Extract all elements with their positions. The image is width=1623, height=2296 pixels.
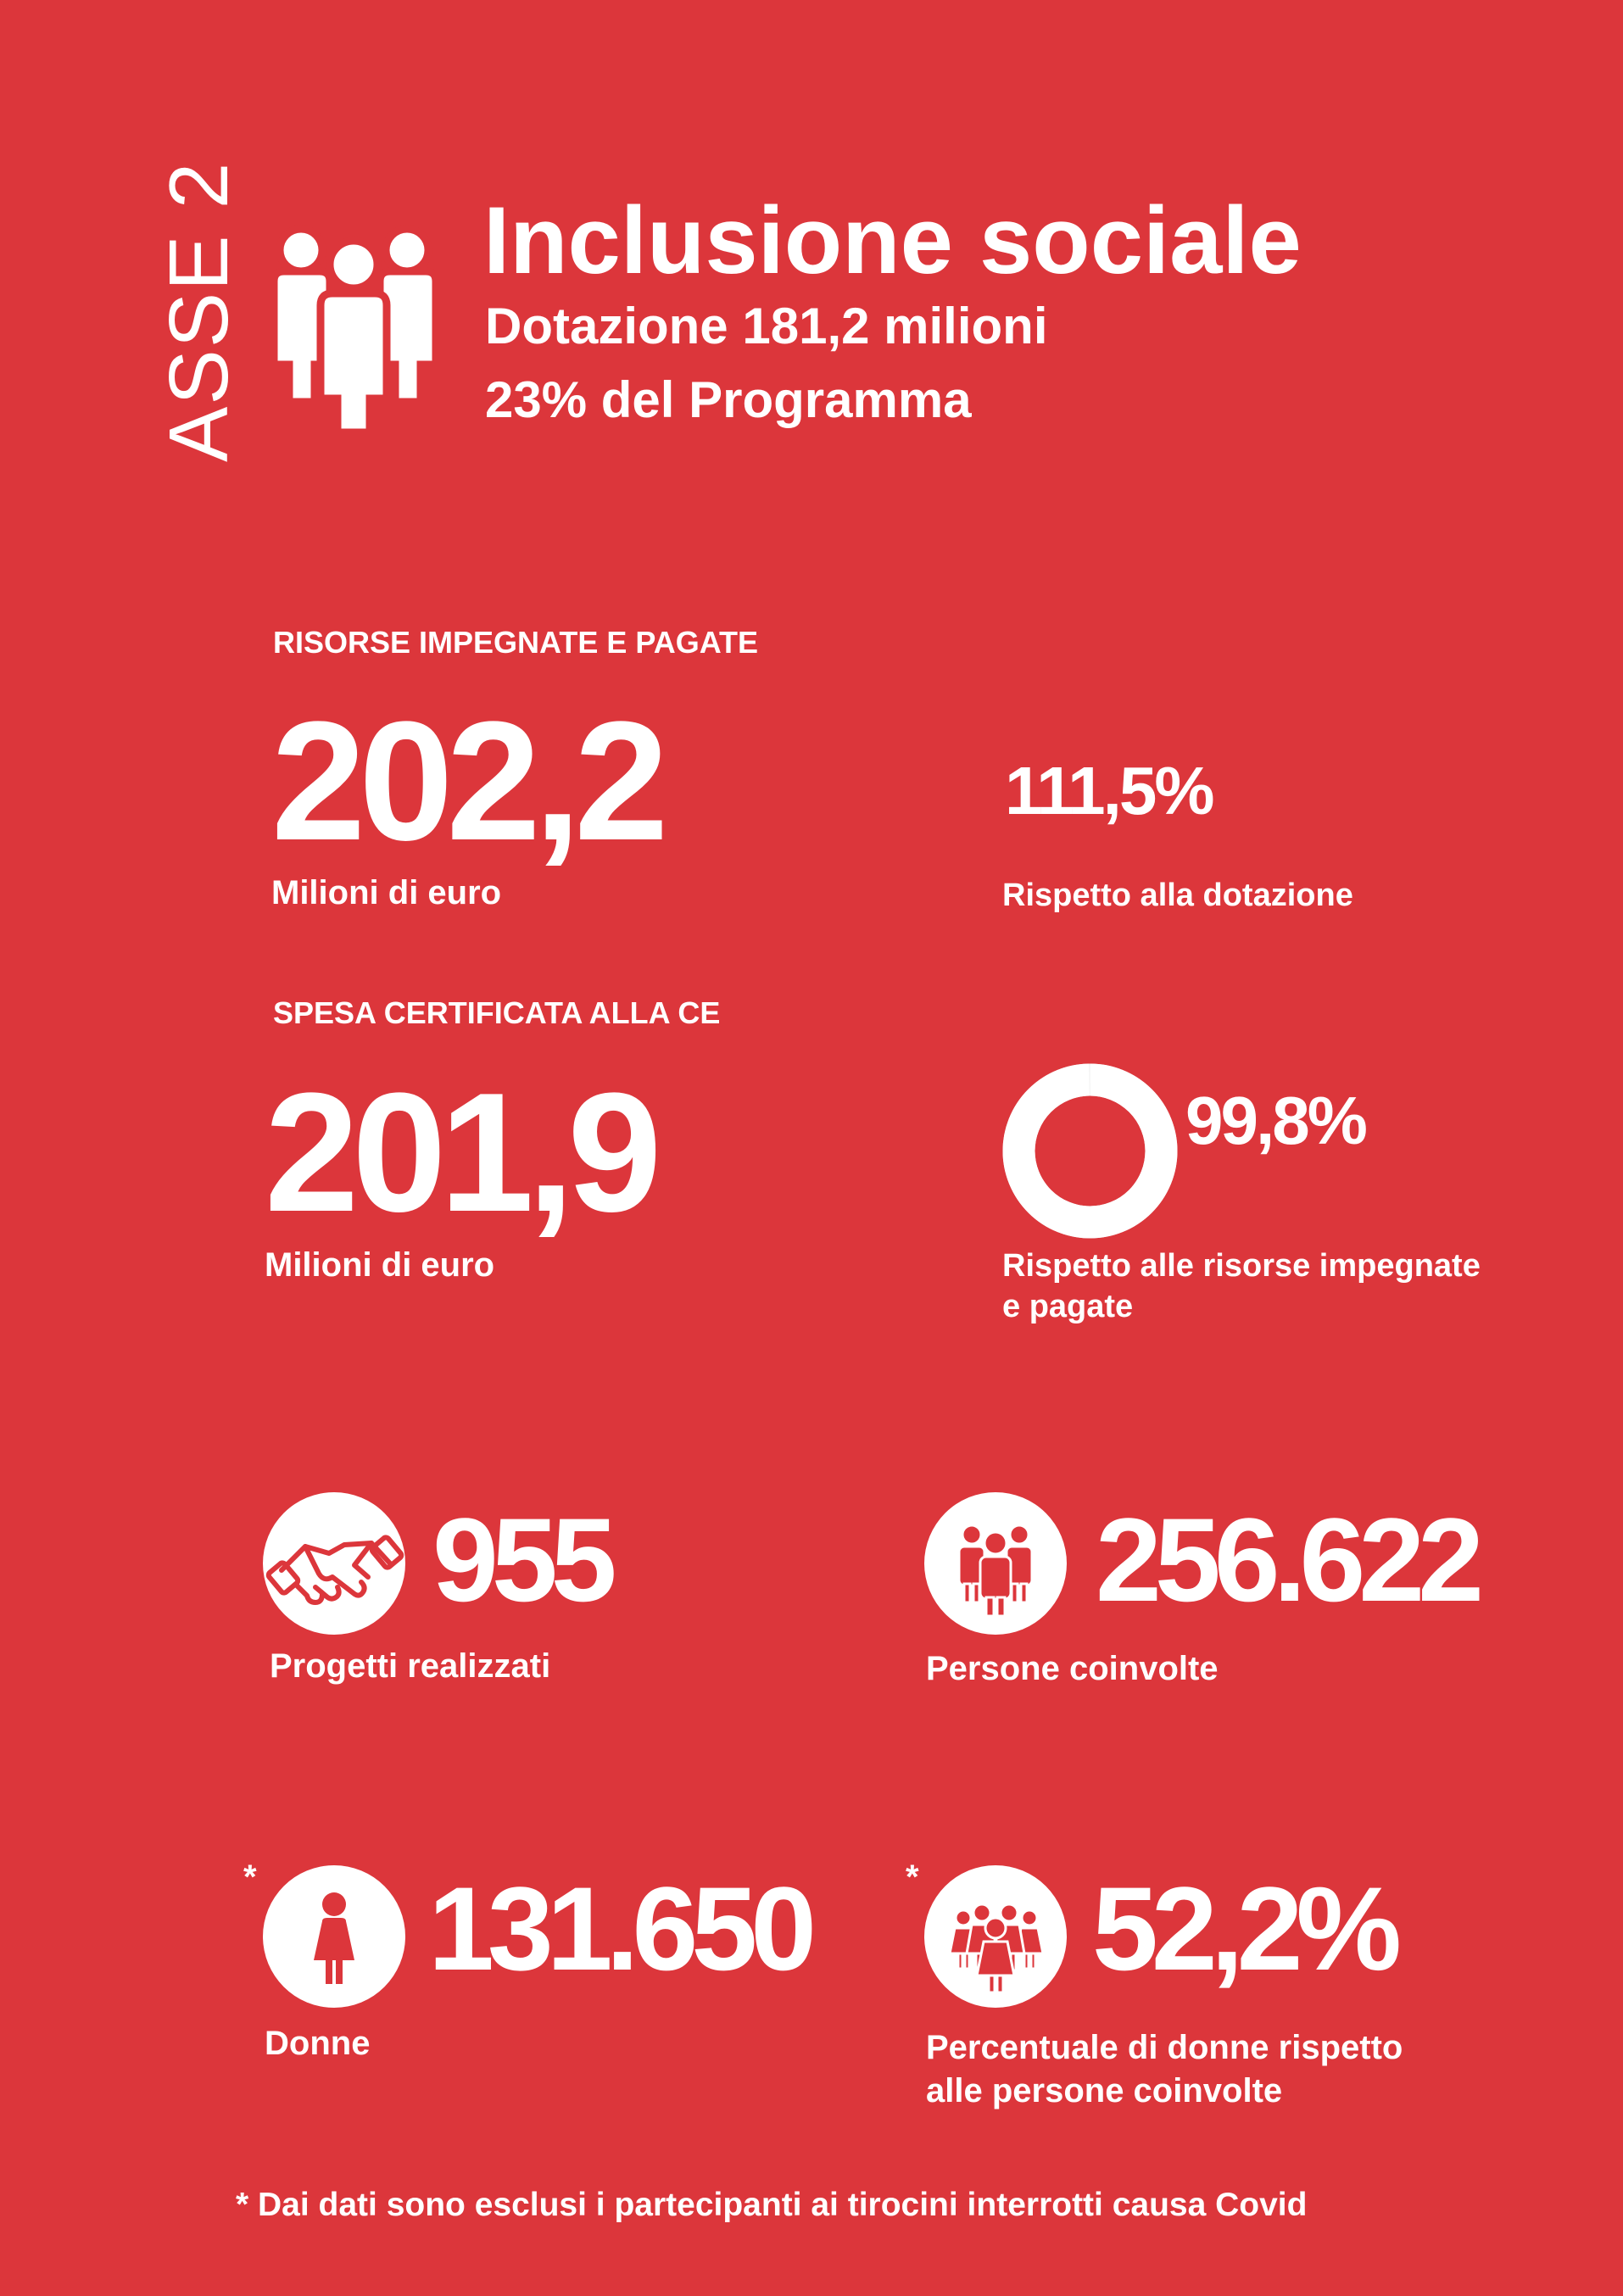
donne-label: Donne: [265, 2025, 371, 2062]
spesa-value: 201,9: [265, 1058, 655, 1247]
spesa-percent-label-2: e pagate: [1002, 1289, 1134, 1324]
percentuale-label-2: alle persone coinvolte: [926, 2072, 1283, 2109]
persone-label: Persone coinvolte: [926, 1650, 1219, 1687]
axis-label: ASSE 2: [152, 160, 245, 462]
percentuale-value: 52,2%: [1092, 1862, 1395, 1995]
spesa-percent-label-1: Rispetto alle risorse impegnate: [1002, 1248, 1481, 1284]
percentuale-asterisk: *: [906, 1859, 919, 1896]
persone-value: 256.622: [1096, 1493, 1478, 1626]
women-group-icon-badge: [924, 1865, 1067, 2008]
percentuale-label-1: Percentuale di donne rispetto: [926, 2029, 1403, 2066]
donne-asterisk: *: [243, 1859, 257, 1896]
risorse-value: 202,2: [271, 687, 662, 876]
donne-value: 131.650: [428, 1862, 811, 1995]
risorse-heading: RISORSE IMPEGNATE E PAGATE: [273, 625, 759, 660]
woman-icon: [263, 1865, 405, 2008]
spesa-heading: SPESA CERTIFICATA ALLA CE: [273, 995, 721, 1030]
handshake-icon-badge: [263, 1492, 405, 1635]
spesa-percent-ring: [999, 1060, 1181, 1242]
progetti-value: 955: [432, 1493, 611, 1626]
spesa-unit: Milioni di euro: [265, 1246, 495, 1284]
people-group-icon: [259, 222, 449, 436]
spesa-percent: 99,8%: [1185, 1083, 1365, 1158]
risorse-unit: Milioni di euro: [271, 874, 502, 911]
group-icon: [924, 1492, 1067, 1635]
dotazione-text: Dotazione 181,2 milioni: [485, 298, 1048, 354]
women-group-icon: [924, 1865, 1067, 2008]
programma-share-text: 23% del Programma: [485, 371, 972, 428]
ring-fill: [1019, 1080, 1162, 1223]
risorse-percent-label: Rispetto alla dotazione: [1002, 878, 1353, 913]
risorse-percent: 111,5%: [1005, 753, 1213, 828]
progetti-label: Progetti realizzati: [270, 1647, 551, 1685]
group-icon-badge: [924, 1492, 1067, 1635]
handshake-icon: [263, 1492, 405, 1635]
page-title: Inclusione sociale: [483, 187, 1302, 293]
footnote: * Dai dati sono esclusi i partecipanti ai tirocini interrotti causa Covid: [236, 2187, 1308, 2223]
woman-icon-badge: [263, 1865, 405, 2008]
